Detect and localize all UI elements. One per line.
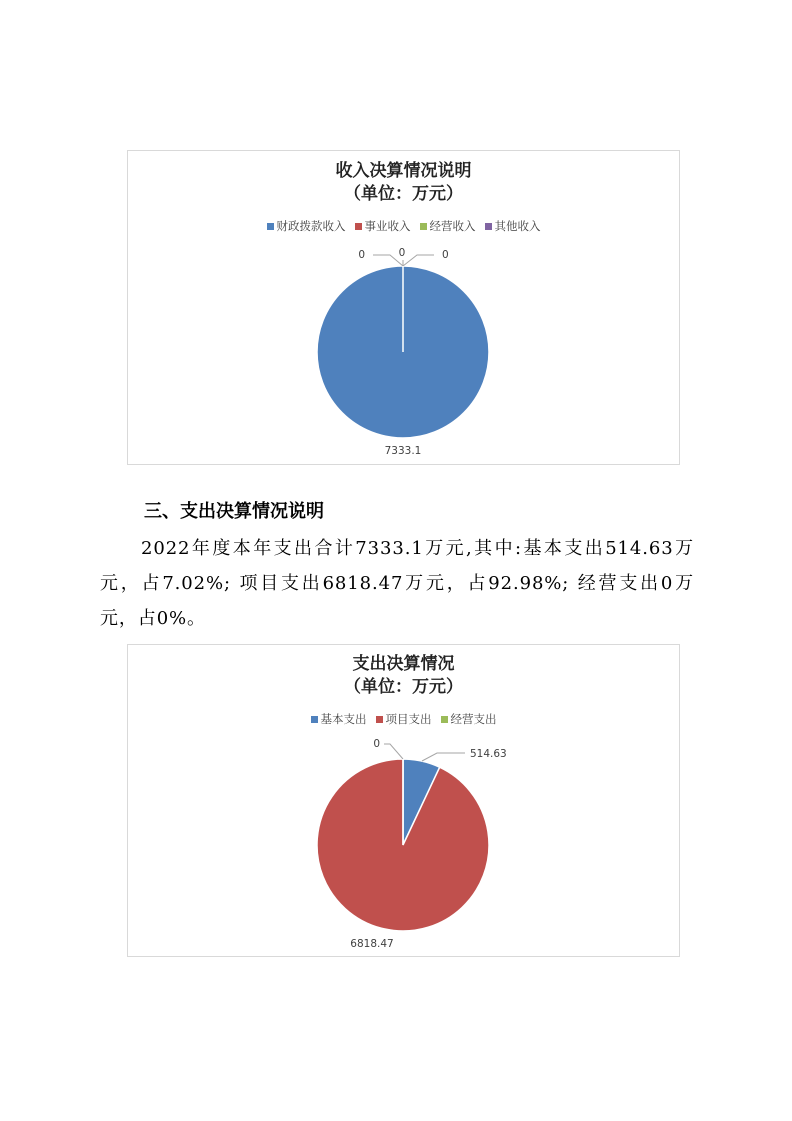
expenditure-chart — [127, 644, 680, 957]
legend-label: 财政拨款收入 — [276, 219, 346, 233]
leader-line — [403, 255, 434, 266]
leader-line — [422, 753, 465, 761]
section-heading: 三、支出决算情况说明 — [144, 501, 324, 522]
data-label: 514.63 — [470, 748, 507, 760]
chart-subtitle: （单位：万元） — [344, 184, 463, 204]
legend-label: 其他收入 — [494, 219, 541, 233]
chart-title: 支出决算情况 — [352, 654, 455, 674]
data-label: 7333.1 — [384, 445, 422, 457]
chart-subtitle: （单位：万元） — [344, 677, 463, 697]
legend-label: 经营支出 — [450, 712, 497, 726]
leader-line — [384, 744, 403, 759]
data-label: 0 — [398, 247, 406, 259]
legend-label: 事业收入 — [364, 219, 411, 233]
data-label: 0 — [442, 249, 449, 261]
expenditure-pie — [128, 645, 679, 956]
legend-label: 项目支出 — [385, 712, 432, 726]
section-paragraph: 2022年度本年支出合计7333.1万元,其中:基本支出514.63万元，占7.02%; 项目支出6818.47万元，占92.98%; 经营支出0万元，占0%。 — [100, 538, 694, 629]
income-chart — [127, 150, 680, 465]
chart-title: 收入决算情况说明 — [335, 161, 472, 181]
legend-label: 基本支出 — [320, 712, 367, 726]
legend-label: 经营收入 — [429, 219, 476, 233]
data-label: 0 — [373, 738, 380, 750]
data-label: 6818.47 — [350, 938, 394, 950]
income-pie — [128, 151, 679, 464]
data-label: 0 — [358, 249, 365, 261]
